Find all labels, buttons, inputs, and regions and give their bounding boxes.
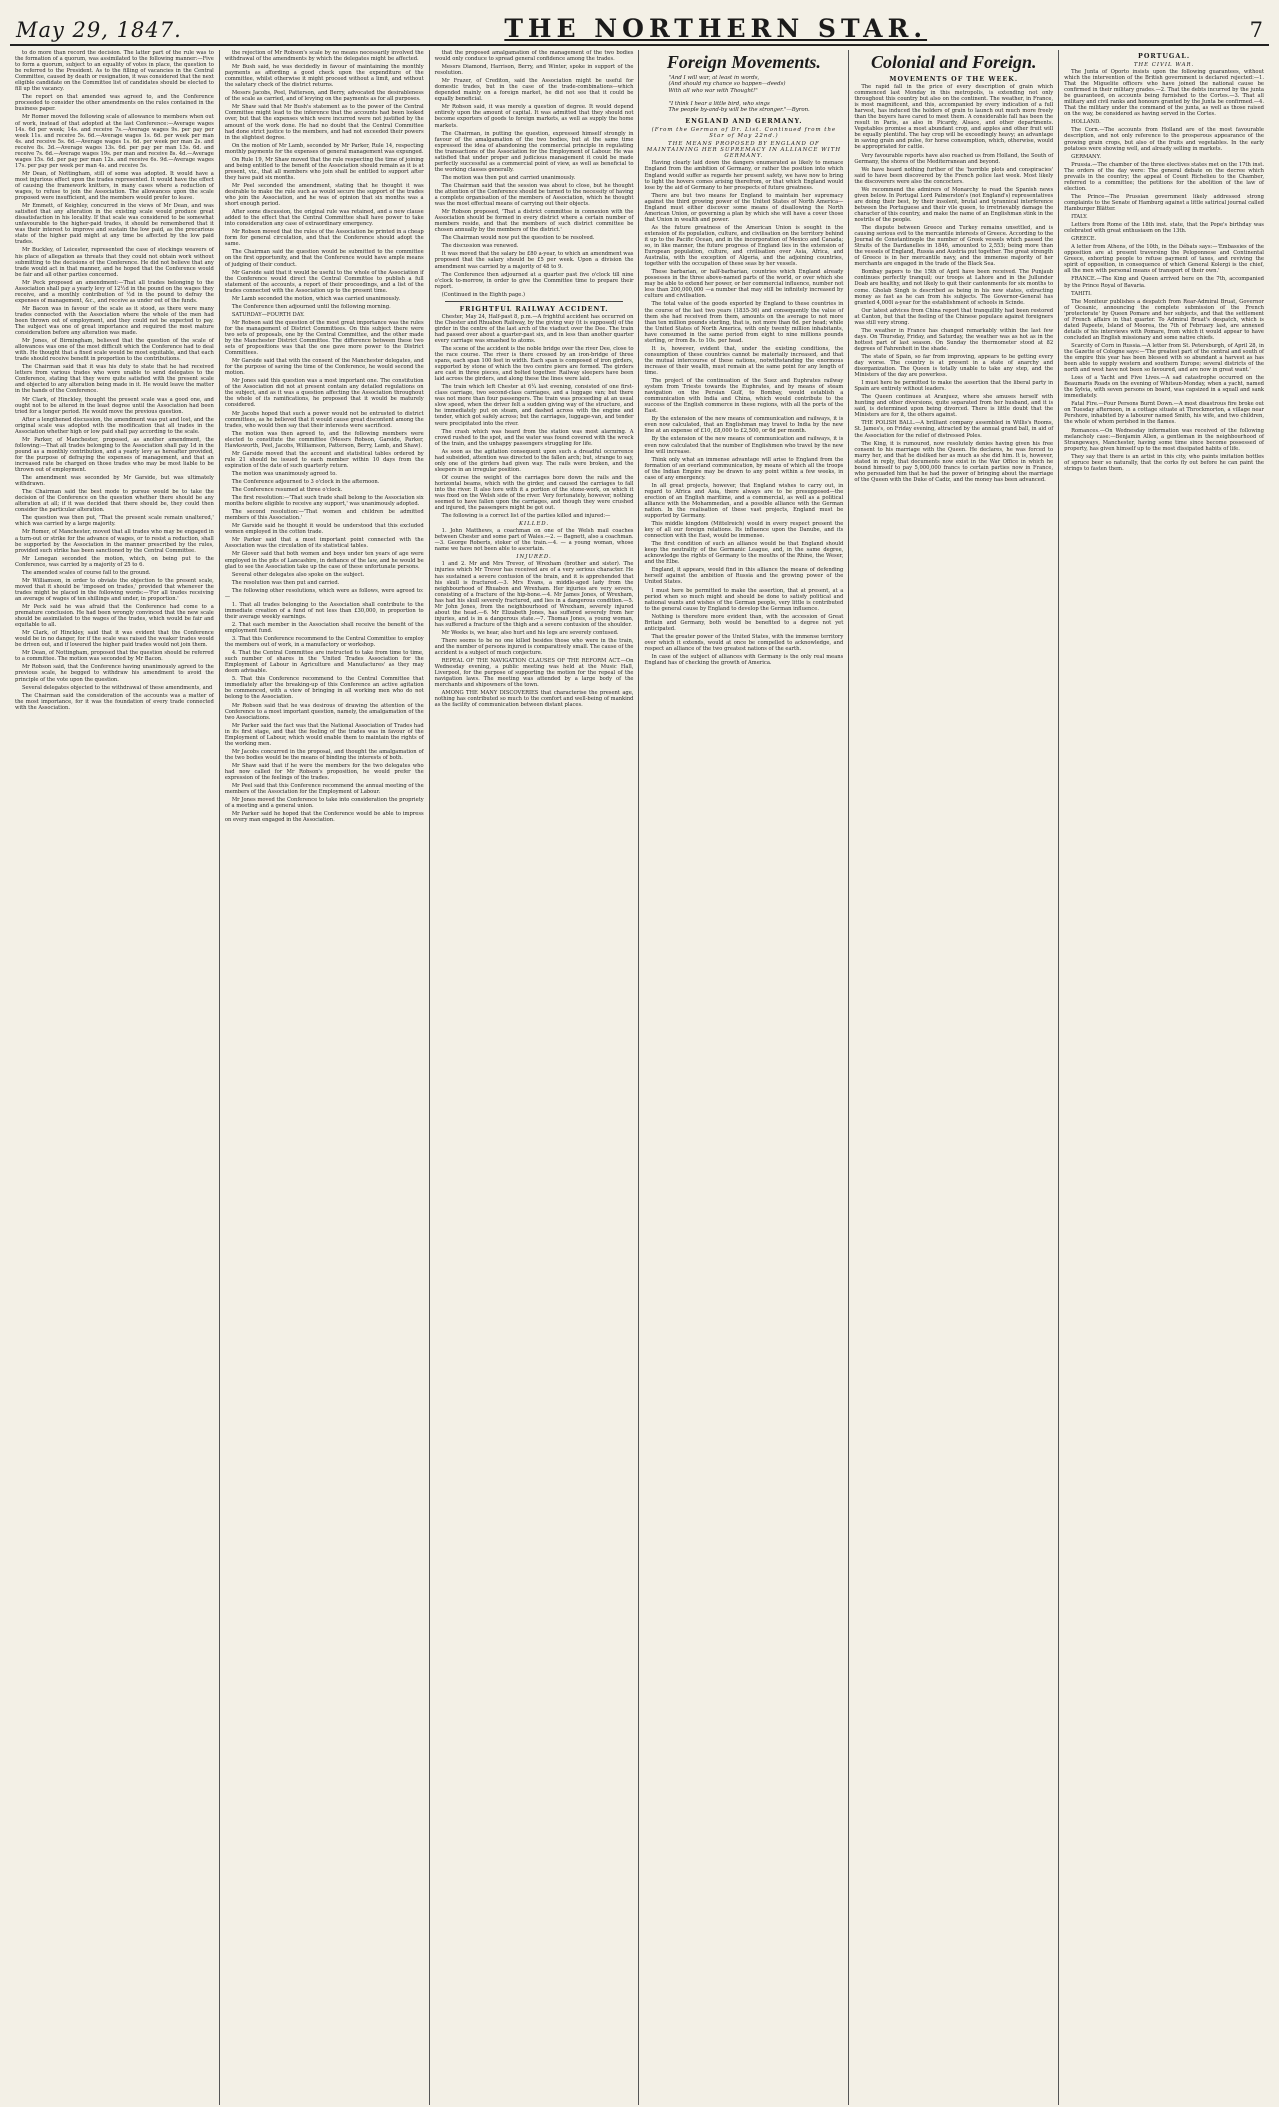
paragraph: Mr Robson moved that the rules of the Association be printed in a cheap form for general circulation, and that the Conference should adopt the same.: [224, 229, 424, 248]
section-title-colonial-foreign: Colonial and Foreign.: [870, 52, 1037, 72]
paragraph: The Conference then adjourned until the following morning.: [231, 303, 391, 310]
paragraph: We have heard nothing further of the 'horrible plots and conspiracies' said to have been discovered by the French police last week. Most likely the discoverers were also the concocters.: [854, 166, 1054, 185]
paragraph: The following other resolutions, which were as follows, were agreed to:—: [224, 587, 424, 600]
paragraph: REPEAL OF THE NAVIGATION CLAUSES OF THE REFORM ACT.—On Wednesday evening, a public meeting was held at the Music Hall, Liverpool, for the purpose of supporting the motion for the repeal of the navigation laws. The meeting was attended by a large body of the merchants and shipowners of the town.: [434, 658, 634, 689]
article-subtitle-source: (From the German of Dr. List. Continued from the Star of May 22nd.): [651, 127, 837, 140]
verse-line: With all who war with Thought!": [668, 87, 758, 94]
paragraph: Mr Garside said that with the consent of the Manchester delegates, and for the purpose of saving the time of the Conference, he would second the motion.: [224, 358, 424, 377]
paragraph: After some discussion, the original rule was retained, and a new clause added to the effect that the Central Committee shall have power to take into consideration any case of extraordinary emergency.: [224, 209, 424, 228]
paragraph: It is, however, evident that, under the existing conditions, the consumption of these countries cannot be materially increased, and that the mutual intercourse of these nations, notwithstanding the enormous increase of their wealth, must remain at the same point for any length of time.: [644, 345, 844, 376]
paragraph: 3. That this Conference recommend to the Central Committee to employ the members out of work, in a manufactory or workshop.: [224, 636, 424, 649]
paragraph: GREECE.: [1071, 236, 1097, 243]
paragraph: Mr Robson said, that the Conference having unanimously agreed to the previous scale, he begged to withdraw his amendment to avoid the principle of the vote upon the question.: [15, 664, 214, 683]
paragraph: I must here be permitted to make the assertion, that at present, at a period when so much might and should be done to satisfy political and national wants and wishes of the German people, very little is contributed to the general cause by England to develop the German influence.: [644, 587, 844, 612]
paragraph: On the motion of Mr Lamb, seconded by Mr Parker, Rule 14, respecting monthly payments for the expenses of general management was expunged.: [224, 142, 424, 155]
article-subtitle-means: THE MEANS PROPOSED BY ENGLAND OF MAINTAINING HER SUPREMACY IN ALLIANCE WITH GERMANY.: [646, 141, 842, 160]
paragraph: The Chairman said the question would be submitted to the committee on the first opportunity, and that the Conference would have ample means of judging of their conduct.: [224, 249, 424, 268]
paragraph: Mr Dean, of Nottingham, proposed that the question should be referred to a committee. The motion was seconded by Mr Bacon.: [15, 650, 214, 663]
paragraph: Mr Romer moved the following scale of allowance to members when out of work, instead of that adopted at the last Conference:—Average wages 14s. 6d per week; 14s. and receive 7s.—Average wages 9s. per pay per week 11s. and receive 5s. 6d.—Average wages 1s. 6d. per week per man 4s. and receive 5s. 6d.—Average wages 1s. 6d. per week per man 2s. and receive 8s. 3d.—Average wages 13s. 6d. per pay per man 13s. 6d. and receive 7s. 6d.—Average wages 19s. per man and receive 8s. 4d.—Average wages 15s. 6d. per pay per man 12s. and receive 6s. 9d.—Average wages 17s. per pay per week per man 4s. and receive 5s.: [15, 114, 214, 169]
paragraph: Mr Buckley, of Leicester, represented the case of stockings weavers of his place of allegation as threats that they could not obtain work without submitting to the decisions of the Conference. He did not believe that any trade would act in that manner, and he hoped that the Conference would be fair and all other parties concerned.: [15, 247, 214, 278]
paragraph: Scarcity of Corn in Russia.—A letter from St. Petersburgh, of April 28, in the Gazette of Cologne says:—'The greatest part of the central and south of the empire this year has been blessed with so abundant a harvest as has been able to supply western and southern Europe; several districts of the north and west have not been so favoured, and are now in great want.': [1064, 342, 1264, 374]
paragraph: Mr Glover said that both women and boys under ten years of age were employed in the pits of Lancashire, in defiance of the law, and he would be glad to see the Association take up the case of these unfortunate persons.: [224, 551, 424, 570]
paragraph: Letters from Rome of the 18th inst. state, that the Pope's birthday was celebrated with great enthusiasm on the 13th.: [1064, 222, 1264, 235]
paragraph: The Junta of Oporto insists upon the following guarantees, without which the intervention of the British government is declared rejected:—1. That the Miguelite officers who have joined the national cause be confirmed in their military grades.—2. That the debts incurred by the junta be guaranteed, on accounts being furnished to the Cortes.—3. That all military and civil ranks and honours granted by the Junta be confirmed.—4. That the military under the command of the junta, as well as those raised on the way, be considered as having served in the Cortes.: [1064, 69, 1264, 118]
paragraph: As soon as the agitation consequent upon such a dreadful occurrence had subsided, attention was directed to the fallen arch; but, strange to say, only one of the girders had given way. The rails were broken, and the sleepers in an irregular position.: [434, 448, 634, 473]
paragraph: The state of Spain, so far from improving, appears to be getting every day worse. The country is at present in a state of anarchy and disorganization. The Queen is totally unable to take any step, and the Ministers of the day are powerless.: [854, 353, 1054, 379]
injured-list: 1 and 2. Mr and Mrs Trevor, of Wrexham (brother and sister). The injuries which Mr Trevor has received are of a very serious character. He has sustained a severe contusion of the brain, and it is apprehended that his skull is fractured.—3. Mrs Evans, a middle-aged lady from the neighbourhood of Rhuabon and Wrexham. Her injuries are very severe, consisting of a fracture of the hip-bone.—4. Mr James Jones, of Wrexham, has had his skull severely fractured, and lies in a dangerous condition.—5. Mr John Jones, from the neighbourhood of Wrexham, severely injured about the head.—6. Mr Elizabeth Jones, has suffered severely from her injuries, and is in a dangerous state.—7. Thomas Jones, a young woman, has suffered a fracture of the thigh and a severe contusion of the shoulder.: [434, 561, 634, 628]
paragraph: After a lengthened discussion, the amendment was put and lost, and the original scale was adopted with the modification that all trades in the Association whether high or low paid shall pay according to the scale.: [15, 416, 214, 435]
paragraph: The Chairman said that the session was about to close, but he thought the attention of the Conference should be turned to the necessity of having a complete organisation of the members of Association, which he thought was the most effectual means of carrying out their objects.: [434, 182, 634, 208]
paragraph: Having clearly laid down the dangers enumerated as likely to menace England from the ambition of Germany, or rather the position into which England would suffer as regards her present safety, we have now to bring to light the hovers comes arising therefrom, or that which England would lose by the aid of Germany to her prospects of future greatness.: [644, 160, 844, 191]
paragraph: The Chairman would now put the question to be resolved.: [441, 235, 595, 242]
paragraph: Mr Jacobs concurred in the proposal, and thought the amalgamation of the two bodies would be the means of binding the interests of both.: [224, 748, 424, 761]
paragraph: The Chairman said the best mode to pursue would be to take the decision of the Conference on the question whether there should be any alteration at all; if it was decided that there should be, they could then consider the particular alteration.: [15, 489, 214, 514]
paragraph: The project of the continuation of the Suez and Euphrates railway system from Trieste towards the Euphrates, and by means of steam navigation on the Persian Gulf, to Bombay, would establish a communication with India and China, which would contribute to the success of the English commerce in these regions, with all the ports of the East.: [644, 378, 844, 415]
paragraph: The Conference resumed at three o'clock.: [231, 487, 343, 494]
paragraph: Mr Jones, of Birmingham, believed that the question of the scale of allowances was one of the most difficult which the Conference had to deal with. He thought that a fixed scale would be most equitable, and that each trade should receive benefit in proportion to the contributions.: [15, 338, 214, 363]
paragraph: The question was then put, 'That the present scale remain unaltered,' which was carried by a large majority.: [15, 515, 214, 528]
paragraph: The total value of the goods exported by England to these countries in the course of the last two years (1835-36) and consequently the value of them she had received from them, amounts on the average to not more than ten million pounds sterling, that is, not more than 6d. per head; while the United States of North America, with only twenty million inhabitants, have consumed in the same period from eight to nine millions pounds sterling, or from 8s. to 10s. per head.: [644, 301, 844, 344]
paragraph: Mr Clark, of Hinckley, said that it was evident that the Conference would be in no danger, for if the scale was raised the weaker trades would be driven out, and if lowered the higher paid trades would not join them.: [15, 630, 214, 649]
paragraph: The following is a correct list of the parties killed and injured:—: [441, 513, 611, 520]
injured-heading: INJURED.: [516, 554, 552, 561]
article-title-england-germany: ENGLAND AND GERMANY.: [685, 117, 803, 126]
paragraph: Mr Bush said, he was decidedly in favour of maintaining the monthly payments as affording a good check upon the expenditure of the committee, whilst otherwise it might proceed without a limit, and without the salutary check of the district returns.: [224, 64, 424, 89]
paragraph: The Queen continues at Aranjuez, where she amuses herself with hunting and other diversions, quite separated from her husband, and it is said, is determined upon being divorced. There is little doubt that the Ministers are for it, the others against.: [854, 394, 1054, 419]
paragraph: The Conference then adjourned at a quarter past five o'clock till nine o'clock to-morrow, in order to give the Committee time to prepare their report.: [434, 271, 634, 290]
paragraph: Mr Shaw said that Mr Bush's statement as to the power of the Central Committee might lead to the inference that the accounts had been looked over, but that the expenses which were incurred were not justified by the amount of the work done. He had no doubt that the Central Committee had done strict justice to the members, and had not exceeded their powers in the slightest degree.: [224, 104, 424, 141]
killed-heading: KILLED.: [519, 521, 550, 528]
paragraph: Mr Parker said that a most important point connected with the Association was the circulation of its statistical tables.: [224, 537, 424, 550]
paragraph: Mr Peel seconded the amendment, stating that he thought it was desirable to make the rule such as would secure the support of the trades who join the Association, and he was of opinion that six months was a short enough period.: [224, 182, 424, 208]
paragraph: Mr Clark, of Hinckley, thought the present scale was a good one, and ought not to be altered in the least degree until the Association had been tried for a longer period. He would move the previous question.: [15, 396, 214, 415]
paragraph: Very favourable reports have also reached us from Holland, the South of Germany, the shores of the Mediterranean and beyond.: [854, 152, 1054, 165]
paragraph: Prussia.—The chamber of the three electives states met on the 17th inst. The orders of the day were: The general debate on the decree which prevails in the country; the appeal of Count Richelieu to the Chamber, referred to a committee; the petitions for the abolition of the law of election.: [1064, 161, 1264, 192]
paragraph: Mr Parker said he hoped that the Conference would be able to impress on every man engaged in the Association.: [224, 811, 424, 824]
paragraph: Mr Robson said, it was merely a question of degree. It would depend entirely upon the amount of capital. It was admitted that they should not become exporters of goods to foreign markets, as well as supply the home markets.: [434, 104, 634, 129]
paragraph: 4. That the Central Committee are instructed to take from time to time, such number of shares in the 'United Trades Association for the Employment of Labour in Agriculture and Manufactures' as they may deem advisable.: [224, 650, 424, 675]
paragraph: Think only what an immense advantage will arise to England from the formation of an overland communication, by means of which all the troops of the Indian Empire may be drawn to any point within a few weeks, in case of any emergency.: [644, 456, 844, 481]
paragraph: That the greater power of the United States, with the immense territory over which it extends, would at once be compelled to acknowledge, and respect an alliance of the two greatest nations of the earth.: [644, 633, 844, 652]
paragraph: It was moved that the salary be £80 a-year, to which an amendment was proposed that the salary should be £5 per week. Upon a division the amendment was carried by a majority of 48 to 9.: [434, 251, 634, 270]
paragraph: Mr Dean, of Nottingham, still of some was adopted. It would have a most injurious effect upon the trades represented. It would have the effect of causing the framework knitters, in many cases where a reduction of wages, to refuse to join the Association. The allowances upon the scale proposed were insufficient, and the members would prefer to leave.: [15, 170, 214, 202]
issue-date: May 29, 1847.: [16, 18, 182, 42]
verse-line: (And should my chance so happen—deeds): [668, 81, 786, 88]
epigraph-verse: [668, 75, 831, 113]
paragraph: Mr Peck said he was afraid that the Conference had come to a premature conclusion. He had been wrongly convinced that the new scale should be assimilated to the wages of the trades, which would be fair and equitable to all.: [15, 603, 214, 629]
paragraph: 2. That each member in the Association shall receive the benefit of the employment fund.: [224, 621, 424, 634]
paragraph: There are but two means for England to maintain her supremacy against the third growing power of the United States of North America—England must either discover some means of disallowing the North American Union, or governing a plan by which she will have a cover those that Union in wealth and power.: [644, 192, 844, 223]
paragraph: We recommend the admirers of Monarchy to read the Spanish news given below. In Portugal Lord Palmerston's (not England's) representatives are doing their best, by their insolent, brutal and tyrannical interference between the Portuguese and their vile queen, to irretrievably damage the character of this country, and make the name of an Englishman stink in the nostrils of the people.: [854, 186, 1054, 223]
verse-line: "And I will war, at least in words,: [668, 75, 760, 81]
paragraph: Mr Weeks is, we hear, also hurt and his legs are severely contused.: [441, 629, 619, 636]
paragraph: Messrs Diamond, Harrison, Berry, and Winter, spoke in support of the resolution.: [434, 64, 634, 77]
paragraph: Several delegates objected to the withdrawal of these amendments, and: [22, 684, 213, 691]
paragraph: There seems to be no one killed besides those who were in the train, and the number of persons injured is comparatively small. The cause of the accident is a subject of much conjecture.: [434, 637, 634, 657]
article-title-movements-week: MOVEMENTS OF THE WEEK.: [889, 75, 1019, 83]
paragraph: The motion was then agreed to, and the following members were elected to constitute the committee (Messrs Robson, Garside, Parker, Hawksworth, Peel, Jacobs, Williamson, Patterson, Berry, Lamb, and Shaw).: [224, 430, 424, 449]
paragraph: The Chairman said the consideration of the accounts was a matter of the most importance, for it was the foundation of every trade connected with the Association.: [15, 692, 214, 711]
paragraph: As the future greatness of the American Union is sought in the extension of its population, culture, and civilisation on the territory behind it up to the Pacific Ocean, and in the incorporation of Mexico and Canada; so, in like manner, the future progress of England lies in the extension of European population, culture, and civilisation over Asia, Africa, and Australia, with the exception of Algeria, and the adjoining countries, together with the occupation of these seas by her vessels.: [644, 224, 844, 268]
paragraph: 5. That this Conference recommend to the Central Committee that immediately after the breaking-up of this Conference an active agitation be commenced, with a view of bringing in all working men who do not belong to the Association.: [224, 676, 424, 701]
paragraph: The amendment was seconded by Mr Garside, but was ultimately withdrawn.: [15, 475, 214, 488]
paragraph: Mr Emmett, of Keighley, concurred in the views of Mr Dean, and was satisfied that any alteration in the existing scale would produce great dissatisfaction in his locality. If that scale was considered to be somewhat unfavourable to the higher-paid trades, it should be remembered that it was their interest to improve and sustain the low paid, as the precarious state of the higher paid might at any time be affected by the low paid trades.: [15, 203, 214, 246]
paragraph: THE POLISH BALL.—A brilliant company assembled in Willis's Rooms, St. James's, on Friday evening, attracted by the annual grand ball, in aid of the Association for the relief of distressed Poles.: [854, 420, 1054, 439]
paragraph: GERMANY.: [1071, 153, 1101, 160]
paragraph: The motion was unanimously agreed to.: [231, 470, 337, 477]
paragraph: The crash which was heard from the station was most alarming. A crowd rushed to the spot, and the water was found covered with the wreck of the train, and the unhappy passengers struggling for life.: [434, 428, 634, 447]
paragraph: FRANCE.—The King and Queen arrived here on the 7th, accompanied by the Prince Royal of Bavaria.: [1064, 276, 1264, 289]
paragraph: Mr Peck proposed an amendment:—That all trades belonging to the Association shall pay a yearly levy of 12½d in the pound on the wages they receive, and a monthly contribution of ½d in the pound to defray the expenses of management, &c., and receive as under out of the funds.: [15, 279, 214, 304]
paragraph: England, it appears, would find in this alliance the means of defending herself against the ambition of Russia and the growing power of the United States.: [644, 567, 844, 586]
verse-line: The people by-and-by will be the stronger."—Byron.: [668, 107, 810, 114]
paragraph: The first resolution:—'That such trade shall belong to the Association six months before eligible to receive any support,' was unanimously adopted.: [224, 495, 424, 508]
paragraph: This middle kingdom (Mittelreich) would in every respect present the key of all our foreign relations. Its influence upon the Danube, and its connection with the East, would be immense.: [644, 521, 844, 540]
paragraph: The rapid fall in the price of every description of grain which commenced last Monday in this metropolis, is extending not only throughout this country but also on the continent. The weather, in France, is most magnificent, and this, accompanied by every indication of a full harvest, has induced the holders of grain to launch out much more freely than the buyers have cared to meet them. A considerable fall has been the result in Paris, as also in Picardy, Alsace, and other departments. Vegetables promise a most abundant crop, and apples and other fruit will be equally plentiful. The hay crop will be exceedingly heavy; an advantage in saving grain and pulse, for horse consumption, which, otherwise, would be appropriated for cattle.: [854, 84, 1054, 151]
paragraph: The dispute between Greece and Turkey remains unsettled, and is causing serious evil to the mercantile interests of Greece. According to the Journal de Constantinople the number of Greek vessels which passed the Straits of the Dardanelles in 1846, amounted to 2,553; being more than the vessels of England, Russia and Austria put together. The great strength of Greece is in her mercantile navy, and the immense majority of her merchants are engaged in the trade of the Black Sea.: [854, 225, 1054, 268]
columns: [10, 50, 1269, 2105]
paragraph: Loss of a Yacht and Five Lives.—A sad catastrophe occurred on the Beaumaris Roads on the evening of Whitsun-Monday, when a yacht, named the Sylvia, with seven persons on board, was capsized in a squall and sank immediately.: [1064, 375, 1264, 400]
paragraph: Fatal Fire.—Four Persons Burnt Down.—A most disastrous fire broke out on Tuesday afternoon, in a cottage situate at Throckmorton, a village near Pershore, inhabited by a labourer named Smith, his wife, and two children, the whole of whom perished in the flames.: [1064, 401, 1264, 426]
paragraph: Mr Garside said that it would be useful to the whole of the Association if the Conference would direct the Central Committee to publish a full statement of the accounts, a report of their proceedings, and a list of the trades connected with the Association up to the present time.: [224, 269, 424, 294]
paragraph: Romances.—On Wednesday information was received of the following melancholy case:—Benjamin Allen, a gentleman in the neighbourhood of Strangeways, Manchester, having some time since become possessed of property, has given himself up to the most dissipated habits of life.: [1064, 427, 1264, 452]
paragraph: Mr Jones said this question was a most important one. The constitution of the Association did not at present contain any detailed regulations on the subject, and as it was a question affecting the Association throughout the whole of its ramifications, he proposed that it would be maturely considered.: [224, 378, 424, 409]
paragraph: that the proposed amalgamation of the management of the two bodies would only conduce to spread general confidence among the trades.: [434, 50, 634, 63]
paragraph: Mr Bacon was in favour of the scale as it stood, as there were many trades connected with the Association where the whole of the men had been thrown out of employment, and they could not be expected to pay. The subject was one of great importance and required the most mature consideration before any alteration was made.: [15, 305, 214, 337]
paragraph: The first condition of such an alliance would be that England should keep the neutrality of the Germanic League, and, in the same degree, acknowledge the rights of Germany to the mouths of the Rhine, the Weser, and the Elbe.: [644, 541, 844, 566]
masthead: [10, 14, 1269, 46]
paragraph: In all great projects, however, that England wishes to carry out, in regard to Africa and Asia, there always are to be presupposed—the erection of an English maritime, and a commercial, as well as a political alliance with the Mohammedan, and a possible alliance with the German nation. In the realisation of these vast projects, England must be supported by Germany.: [644, 482, 844, 520]
paragraph: The Conference adjourned to 3 o'clock in the afternoon.: [231, 479, 380, 485]
paragraph: Mr Frazer, of Crediton, said the Association might be useful for domestic trades, but in the case of the trade-combinations—which depended mainly on a foreign market, he did not see that it could be equally beneficial.: [434, 78, 634, 103]
column-5: [849, 50, 1059, 2105]
paragraph: Several other delegates also spoke on the subject.: [231, 571, 365, 578]
article-title-railway-accident: FRIGHTFUL RAILWAY ACCIDENT.: [459, 304, 609, 313]
paragraph: TAHITI.: [1071, 290, 1092, 297]
paragraph: 1. That all trades belonging to the Association shall contribute to the immediate creation of a fund of not less than £30,000, in proportion to their average weekly earnings.: [224, 601, 424, 620]
paragraph: I must here be permitted to make the assertion that the liberal party in Spain are entirely without leaders.: [854, 380, 1054, 393]
paragraph: HOLLAND.: [1071, 119, 1101, 126]
paragraph: By the extension of the new means of communication and railways, it is even now calculated that the number of Englishmen who travel by the new line will increase.: [644, 436, 844, 455]
paragraph: Mr Parker said the fact was that the National Association of Trades had in its first stage, and that the feeling of the trades was in favour of the Employment of Labour, which would enable them to maintain the rights of the working men.: [224, 722, 424, 747]
paragraph: Nothing is therefore more evident than, with the accession of Great Britain and Germany, both would be benefited to a degree not yet anticipated.: [644, 613, 844, 632]
paragraph: The resolution was then put and carried.: [231, 579, 340, 586]
paragraph: Mr Jacobs hoped that such a power would not be entrusted to district committees, as he believed that it would cause great discontent among the trades, who would then say that their interests were sacrificed.: [224, 410, 424, 429]
paragraph: The King, it is rumoured, now resolutely denies having given his free consent to his marriage with the Queen. He declares, he was forced to marry her, and that he disliked her as much as she did him. It is, however, stated in reply, that documents now exist in the War Office in which he bound himself to pay 5,000,000 francs to certain parties now in France, who persuaded him that he had the power of bringing about the marriage of the Queen with the Duke of Cadiz, and the money has been advanced.: [854, 440, 1054, 483]
column-1: [10, 50, 220, 2105]
column-2: [220, 50, 430, 2105]
paragraph: By the extension of the new means of communication and railways, it is even now calculated, that an Englishman may travel to India by the new line at an expense of £10, £8,000 to £2,500, or 6d per month.: [644, 416, 844, 435]
paragraph: The report on that amended was agreed to, and the Conference proceeded to consider the other amendments on the rules contained in the business paper.: [15, 94, 214, 113]
paragraph: Mr Jones moved the Conference to take into consideration the propriety of a meeting and a general union.: [224, 797, 424, 810]
paragraph: Of course the weight of the carriages bore down the rails and the horizontal beams, which with the girder, and caused the carriages to fall into the river. It also tore with it a portion of the stone-work, on which it was fixed on the Welsh side of the river. Very fortunately, however, nothing seemed to have fallen upon the carriages, and though they were crushed and injured, the passengers might be got out.: [434, 474, 634, 512]
paragraph: Mr Robson said the question of the most great importance was the rules for the management of District Committees. On this subject there were two sets of proposals, one by the Central Committee, and the other made by the Manchester District Committee. The difference between these two sets of propositions was that the one gave more power to the District Committees.: [224, 319, 424, 357]
verse-line: "I think I hear a little bird, who sings: [668, 100, 770, 107]
paragraph: The Prince—The Prussian government likely addressed strong complaints to the Senate of Hamburg against a little satirical journal called Hamburger Blätter.: [1064, 193, 1264, 212]
paragraph: They say that there is an artist in this city, who paints imitation bottles of spruce beer so naturally, that the corks fly out before he can paint the strings to fasten them.: [1064, 453, 1264, 472]
paragraph: A letter from Athens, of the 10th, in the Débats says:—'Embassies of the opposition are at present traversing the Peloponnese and Continental Greece, exhorting people to refuse payment of taxes, and reviving the spirit of opposition, in consequence of which General Kolergi is the chief, all the men with personal means of transport of their own.': [1064, 244, 1264, 275]
paragraph: The Corn.—The accounts from Holland are of the most favourable description, and not only reference to the prosperous appearance of the growing grain crops, but also of the fruits and vegetables. In the early potatoes were showing well, and already selling in markets.: [1064, 127, 1264, 152]
paragraph: The scene of the accident is the noble bridge over the river Dee, close to the race course. The river is there crossed by an iron-bridge of three spans, each span 100 feet in width. Each span is composed of iron girders, supported by stone of which the two centre piers are formed. The girders are cast in three pieces, and bolted together. Railway sleepers have been laid across the girders, and along these the lines were laid.: [434, 345, 634, 383]
paragraph: These barbarian, or half-barbarian, countries which England already possesses in the three above-named parts of the world, or over which she may be able to extend her power, or her commercial influence, number not less than 200,000,000 —a number that may still be infinitely increased by culture and civilisation.: [644, 269, 844, 300]
divider: [445, 301, 624, 302]
paragraph: Mr Lamb seconded the motion, which was carried unanimously.: [231, 295, 401, 302]
paragraph: Mr Williamson, in order to obviate the objection to the present scale, moved that it should be 'imposed on trades,' provided that whenever the trades might be placed in the following words:—'For all trades receiving an average of wages of ten shillings and under, in proportion.': [15, 577, 214, 602]
paragraph: Messrs Jacobs, Peel, Patterson, and Berry, advocated the desirableness of the scale as carried, and of levying on the payments as for all purposes.: [224, 90, 424, 103]
paragraph: The second resolution:—'That women and children be admitted members of this Association.': [224, 509, 424, 522]
paragraph: Mr Parker, of Manchester, proposed, as another amendment, the following:—That all trades belonging to the Association shall pay 1d in the pound as a monthly contribution, and a yearly levy as hereafter provided, for the purpose of defraying the expenses of management, and that an increased rate be charged on those trades who may be most liable to be thrown out of employment.: [15, 436, 214, 474]
paragraph: The train which left Chester at 6¼ last evening, consisted of one first-class carriage, two second-class carriages, and a luggage van; but there was not more than four passengers. The train was proceeding at an usual slow speed, when the driver felt a sudden giving way of the structure, and he immediately put on steam, and dashed across with the engine and tender, which got safely across; but the carriages, luggage-van, and tender were precipitated into the river.: [434, 384, 634, 427]
paragraph: The weather in France has changed remarkably within the last few days. On Thursday, Friday, and Saturday, the weather was as hot as in the hottest part of last season. On Sunday the thermometer stood at 82 degrees of Fahrenheit in the shade.: [854, 327, 1054, 352]
page-number: 7: [1249, 18, 1263, 42]
paragraph: The discussion was renewed.: [441, 243, 519, 250]
column-4: [639, 50, 849, 2105]
paragraph: Mr Romer, of Manchester, moved that all trades who may be engaged in a turn-out or strike for the advance of wages, or to resist a reduction, shall be supported by the Association in the manner prescribed by the rules, provided such strike has been sanctioned by the Central Committee.: [15, 529, 214, 554]
paragraph: (Continued in the Eighth page.): [441, 291, 526, 298]
paragraph: Our latest advices from China report that tranquillity had been restored at Canton, but that the feeling of the Chinese populace against foreigners was still very strong.: [854, 307, 1054, 326]
paragraph: Mr Lenegan seconded the motion, which, on being put to the Conference, was carried by a majority of 25 to 6.: [15, 555, 214, 568]
paragraph: ITALY.: [1071, 214, 1088, 221]
paragraph: In case of the subject of alliances with Germany is the only real means England has of checking the growth of America.: [644, 654, 844, 667]
newspaper-title: THE NORTHERN STAR.: [504, 14, 928, 43]
paragraph: The Chairman, in putting the question, expressed himself strongly in favour of the amalgamation of the two bodies, but at the same time expressed the idea of abandoning the commercial principle in regulating the transactions of the Association for the Employment of Labour. He was satisfied that under proper and judicious management it could be made perfectly successful as a commercial point of view, as well as beneficial to the working classes generally.: [434, 130, 634, 173]
paragraph: Mr Garside moved that the account and statistical tables ordered by rule 21 should be issued to each member within 10 days from the expiration of the date of such quarterly return.: [224, 450, 424, 469]
paragraph: SATURDAY—FOURTH DAY.: [231, 311, 305, 318]
paragraph: The Moniteur publishes a despatch from Rear-Admiral Bruat, Governor of Oceanic, announcing the complete submission of the French 'protectorate' by Queen Pomare and her subjects, and that the settlement of French affairs in that quarter. To Admiral Bruat's despatch, which is dated Papeete, Island of Moorea, the 7th of February last, are annexed details of his interviews with Pomare, from which it would appear to have concluded an English missionary and some native chiefs.: [1064, 298, 1264, 341]
paragraph: Mr Garside said he thought it would be understood that this excluded women employed in the cotton trade.: [224, 523, 424, 536]
column-6: [1059, 50, 1269, 2105]
section-title-foreign-movements: Foreign Movements.: [666, 52, 821, 72]
paragraph: The Chairman said that it was his duty to state that he had received letters from various trades who were unable to send delegates to the Conference, stating that they were quite satisfied with the present scale and objected to any alteration being made in it. He would leave the matter in the hands of the Conference.: [15, 364, 214, 395]
paragraph: The motion was then put and carried unanimously.: [441, 174, 576, 181]
paragraph: to do more than record the decision. The latter part of the rule was to the formation of a quorum, was assimilated to the following manner:—Five to form a quorum, subject to an equality of votes in place, the question to be referred to the President. As to the filling of vacancies in the Central Committee, caused by death or resignation, it was considered that the next eligible candidate on the Committee list of candidates should be elected to fill up the vacancy.: [15, 50, 214, 93]
paragraph: Mr Robson said that he was desirous of drawing the attention of the Conference to a most important question, namely, the amalgamation of the two Associations.: [224, 702, 424, 721]
paragraph: Mr Robson proposed, 'That a district committee in connexion with the Association should be formed in every district where a certain number of members reside, and that the members of such district committee be chosen annually by the members of the district.': [434, 209, 634, 234]
column-3: [430, 50, 640, 2105]
paragraph: AMONG THE MANY DISCOVERIES that characterise the present age, nothing has contributed so much to the comfort and well-being of mankind as the facility of communication between distant places.: [434, 690, 634, 709]
killed-list: 1. John Matthews, a coachman on one of the Welsh mail coaches between Chester and some part of Wales.—2. — Bagnett, also a coachman.—3. George Roberts, stoker of the train.—4. — a young woman, whose name we have not been able to ascertain.: [434, 528, 634, 553]
paragraph: Mr Shaw said that if he were the members for the two delegates who had now called for Mr Robson's proposition, he would prefer the expression of the feelings of the trades.: [224, 762, 424, 782]
paragraph: Mr Peel said that this Conference recommend the annual meeting of the members of the Association for the Employment of Labour.: [224, 783, 424, 796]
paragraph: the rejection of Mr Robson's scale by no means necessarily involved the withdrawal of the amendments by which the delegates might be affected.: [224, 50, 424, 63]
article-subtitle-civil-war: THE CIVIL WAR.: [1133, 62, 1195, 68]
paragraph: On Rule 19, Mr Shaw moved that the rule respecting the time of joining and being entitled to the benefit of the Association should remain as it is at present, viz., that all members who join shall be entitled to support after they have paid six months.: [224, 156, 424, 181]
article-title-portugal: PORTUGAL.: [1138, 52, 1191, 60]
paragraph: Chester, May 24, Half-past 8, p.m.—A frightful accident has occurred on the Chester and Rhuabon Railway, by the giving way (it is supposed) of the girder in the centre of the last arch of the viaduct over the Dee. The train had passed over about a quarter-past six, and in less than another quarter every carriage was smashed to atoms.: [434, 313, 634, 344]
paragraph: The amended scales of course fall to the ground.: [22, 569, 151, 576]
paragraph: Bombay papers to the 15th of April have been received. The Punjaub continues perfectly tranquil; our troops at Lahore and in the Jullunder Doab are healthy, and not likely to quit their cantonments for six months to come. Gholab Singh is described as being in his new states, extracting money as fast as he can from his subjects. The Governor-General has granted 4,000l a-year for the establishment of schools in Scinde.: [854, 269, 1054, 306]
